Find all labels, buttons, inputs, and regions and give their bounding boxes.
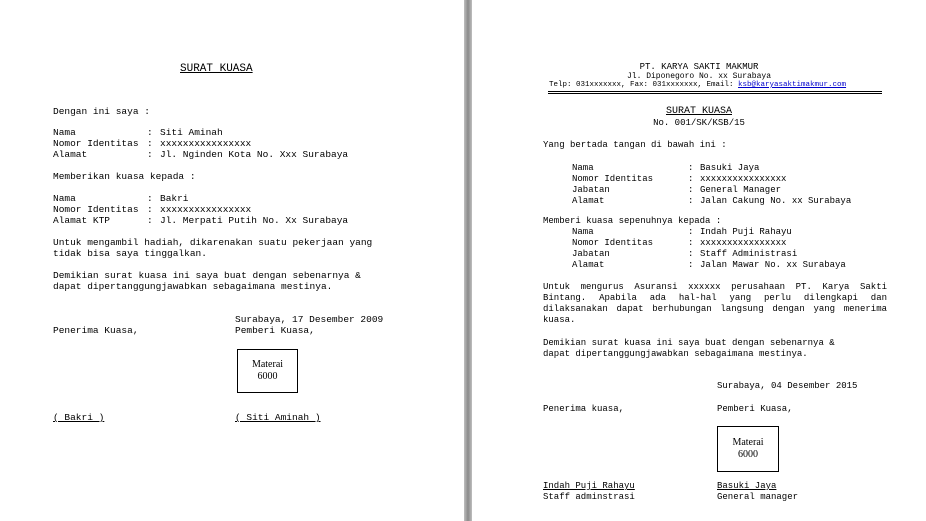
purpose-paragraph: Untuk mengurus Asuransi xxxxxx perusahaan PT. Karya Sakti Bintang. Apabila ada hal-hal yang perlu dilengkapi dan dilaksanakan dapat berhubungan langsung dengan yang menerima kuasa.	[543, 282, 887, 325]
purpose-text: tidak bisa saya tinggalkan.	[53, 248, 207, 259]
field-value: xxxxxxxxxxxxxxxx	[160, 138, 252, 149]
receiver-role: Penerima kuasa,	[543, 404, 625, 414]
letter-title: SURAT KUASA	[665, 106, 732, 117]
field-value: Jl. Nginden Kota No. Xxx Surabaya	[160, 149, 349, 160]
stamp-label: Materai	[732, 437, 764, 448]
field-value: Jalan Mawar No. xx Surabaya	[700, 260, 846, 270]
closing-text: Demikian surat kuasa ini saya buat dengan sebenarnya &	[53, 270, 361, 281]
place-date: Surabaya, 17 Desember 2009	[235, 314, 384, 325]
field-value: Indah Puji Rahayu	[700, 227, 792, 237]
field-label: Alamat	[572, 196, 605, 206]
header-rule	[548, 91, 882, 92]
field-label: Nomor Identitas	[53, 138, 139, 149]
field-value: xxxxxxxxxxxxxxxx	[700, 174, 787, 184]
field-colon: :	[688, 249, 699, 259]
giver-role: Pemberi Kuasa,	[717, 404, 793, 414]
field-value: Staff Administrasi	[700, 249, 798, 259]
field-label: Nama	[53, 193, 76, 204]
field-colon: :	[688, 185, 699, 195]
field-colon: :	[147, 149, 159, 160]
header-rule	[548, 93, 882, 94]
company-address: Jl. Diponegoro No. xx Surabaya	[626, 72, 772, 81]
give-to-text: Memberi kuasa sepenuhnya kepada :	[543, 216, 722, 226]
receiver-signature: ( Bakri )	[53, 412, 105, 423]
stamp-value: 6000	[738, 449, 758, 460]
giver-signature: ( Siti Aminah )	[235, 412, 321, 423]
field-value: General Manager	[700, 185, 782, 195]
field-value: xxxxxxxxxxxxxxxx	[700, 238, 787, 248]
purpose-text: Untuk mengambil hadiah, dikarenakan suatu pekerjaan yang	[53, 237, 373, 248]
field-label: Nomor Identitas	[53, 204, 139, 215]
field-label: Nama	[572, 227, 594, 237]
letter-number: No. 001/SK/KSB/15	[653, 118, 745, 128]
field-label: Jabatan	[572, 249, 610, 259]
stamp-value: 6000	[257, 371, 278, 382]
field-colon: :	[688, 238, 699, 248]
stamp-label: Materai	[251, 359, 284, 370]
field-value: Basuki Jaya	[700, 163, 760, 173]
email-link[interactable]: ksb@karyasaktimakmur.com	[738, 81, 847, 89]
page-divider	[464, 0, 472, 521]
closing-text: dapat dipertanggungjawabkan sebagaimana mestinya.	[53, 281, 333, 292]
field-colon: :	[147, 138, 159, 149]
letter-title: SURAT KUASA	[180, 63, 253, 75]
giver-position: General manager	[717, 492, 799, 502]
field-colon: :	[147, 204, 159, 215]
field-colon: :	[688, 163, 699, 173]
receiver-position: Staff adminstrasi	[543, 492, 635, 502]
document-page-right	[472, 0, 926, 521]
giver-name: Basuki Jaya	[717, 481, 777, 491]
field-label: Alamat KTP	[53, 215, 111, 226]
giver-role: Pemberi Kuasa,	[235, 325, 315, 336]
field-value: Siti Aminah	[160, 127, 223, 138]
field-label: Alamat	[572, 260, 605, 270]
intro-text: Dengan ini saya :	[53, 106, 150, 117]
field-colon: :	[688, 260, 699, 270]
field-label: Nomor Identitas	[572, 174, 654, 184]
field-colon: :	[147, 215, 159, 226]
field-value: Jl. Merpati Putih No. Xx Surabaya	[160, 215, 349, 226]
field-colon: :	[688, 174, 699, 184]
company-contact	[549, 81, 846, 90]
receiver-role: Penerima Kuasa,	[53, 325, 139, 336]
field-label: Alamat	[53, 149, 88, 160]
materai-stamp	[237, 349, 298, 393]
field-label: Nama	[572, 163, 594, 173]
field-label: Nama	[53, 127, 76, 138]
intro-text: Yang bertada tangan di bawah ini :	[543, 140, 727, 150]
field-colon: :	[147, 193, 159, 204]
company-name: PT. KARYA SAKTI MAKMUR	[639, 62, 759, 72]
closing-text: dapat dipertanggungjawabkan sebagaimana mestinya.	[543, 349, 808, 359]
field-label: Jabatan	[572, 185, 610, 195]
contact-text: Telp: 031xxxxxxx, Fax: 031xxxxxxx, Email:	[549, 81, 739, 89]
field-colon: :	[688, 227, 699, 237]
closing-text: Demikian surat kuasa ini saya buat dengan sebenarnya &	[543, 338, 835, 348]
field-value: Jalan Cakung No. xx Surabaya	[700, 196, 852, 206]
field-value: Bakri	[160, 193, 189, 204]
give-to-text: Memberikan kuasa kepada :	[53, 171, 196, 182]
field-value: xxxxxxxxxxxxxxxx	[160, 204, 252, 215]
place-date: Surabaya, 04 Desember 2015	[717, 381, 858, 391]
materai-stamp	[717, 426, 779, 472]
field-colon: :	[147, 127, 159, 138]
field-colon: :	[688, 196, 699, 206]
receiver-name: Indah Puji Rahayu	[543, 481, 635, 491]
field-label: Nomor Identitas	[572, 238, 654, 248]
